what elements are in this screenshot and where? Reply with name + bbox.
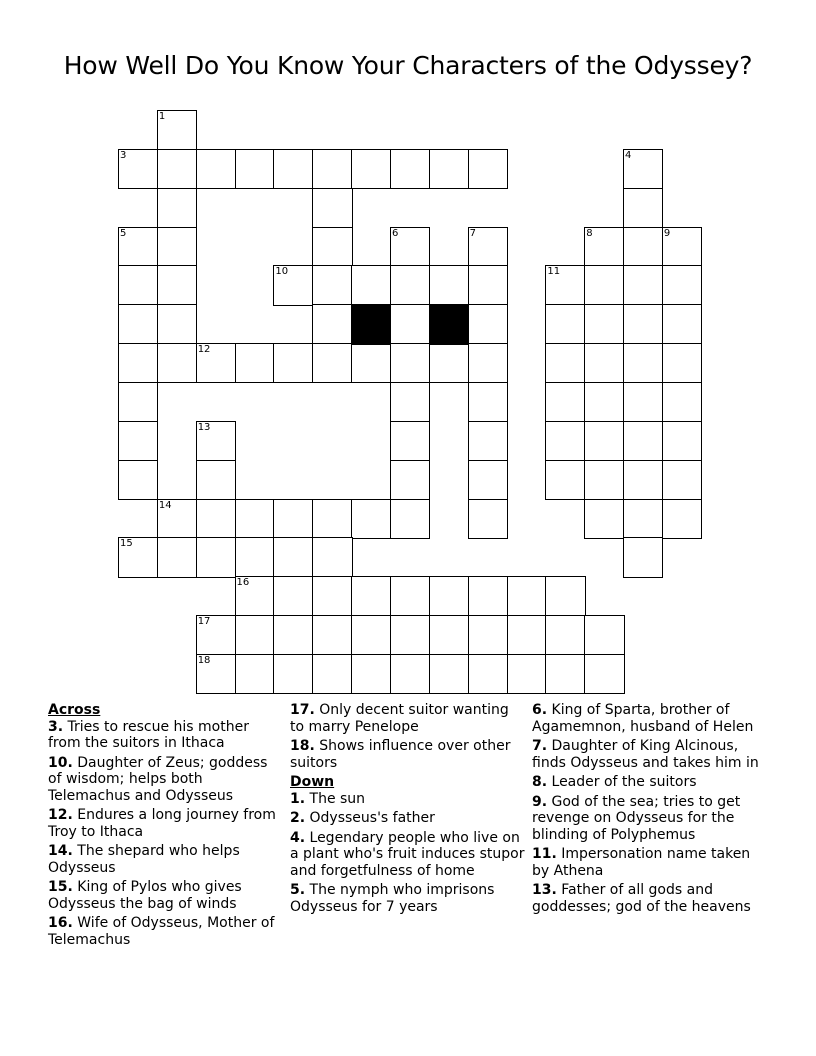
- clue-across-14: 14. The shepard who helps Odysseus: [48, 843, 240, 876]
- grid-cell[interactable]: [235, 537, 275, 577]
- grid-cell[interactable]: [196, 421, 236, 461]
- grid-cell[interactable]: [390, 227, 430, 267]
- grid-cell[interactable]: [584, 615, 624, 655]
- grid-cell[interactable]: [584, 460, 624, 500]
- grid-cell[interactable]: [623, 304, 663, 344]
- clue-down-4: 4. Legendary people who live on a plant who's fruit induces stupor and forgetfulness of home: [290, 829, 525, 879]
- grid-cell[interactable]: [584, 421, 624, 461]
- grid-cell[interactable]: [312, 654, 352, 694]
- clues-column-2: [290, 702, 525, 918]
- grid-cell[interactable]: [468, 654, 508, 694]
- grid-cell[interactable]: [623, 149, 663, 189]
- grid-cell[interactable]: [157, 304, 197, 344]
- clue-number: 14: [158, 499, 172, 511]
- clue-down-7: 7. Daughter of King Alcinous, finds Odysseus and takes him in: [532, 738, 759, 771]
- grid-cell[interactable]: [196, 615, 236, 655]
- grid-cell[interactable]: [351, 654, 391, 694]
- grid-cell[interactable]: [390, 421, 430, 461]
- clue-number: 7: [469, 227, 477, 239]
- grid-cell[interactable]: [584, 654, 624, 694]
- grid-cell[interactable]: [623, 537, 663, 577]
- grid-cell[interactable]: [584, 265, 624, 305]
- grid-cell[interactable]: [545, 421, 585, 461]
- grid-cell[interactable]: [468, 265, 508, 305]
- grid-cell[interactable]: [468, 382, 508, 422]
- grid-cell[interactable]: [623, 499, 663, 539]
- grid-cell[interactable]: [390, 576, 430, 616]
- grid-cell[interactable]: [545, 654, 585, 694]
- grid-cell[interactable]: [351, 615, 391, 655]
- clue-across-12: 12. Endures a long journey from Troy to Ithaca: [48, 807, 276, 840]
- grid-cell[interactable]: [623, 421, 663, 461]
- grid-cell[interactable]: [390, 654, 430, 694]
- grid-cell[interactable]: [468, 499, 508, 539]
- grid-cell[interactable]: [118, 343, 158, 383]
- grid-cell[interactable]: [157, 265, 197, 305]
- clue-down-8: 8. Leader of the suitors: [532, 774, 697, 790]
- grid-cell[interactable]: [623, 265, 663, 305]
- grid-cell[interactable]: [351, 149, 391, 189]
- grid-cell[interactable]: [545, 265, 585, 305]
- grid-cell[interactable]: [157, 149, 197, 189]
- clue-number: 10: [275, 266, 289, 278]
- grid-cell[interactable]: [468, 149, 508, 189]
- grid-cell[interactable]: [312, 576, 352, 616]
- grid-cell[interactable]: [312, 188, 352, 228]
- grid-cell[interactable]: [312, 499, 352, 539]
- clue-number: 4: [625, 149, 632, 161]
- grid-cell[interactable]: [507, 576, 547, 616]
- grid-cell[interactable]: [662, 343, 702, 383]
- clue-down-5: 5. The nymph who imprisons Odysseus for 7 years: [290, 882, 495, 915]
- grid-cell[interactable]: [390, 149, 430, 189]
- grid-cell[interactable]: [468, 615, 508, 655]
- clue-across-17: 17. Only decent suitor wanting to marry Penelope: [290, 702, 509, 735]
- grid-cell[interactable]: [235, 149, 275, 189]
- clue-down-11: 11. Impersonation name taken by Athena: [532, 846, 751, 879]
- grid-cell[interactable]: [118, 537, 158, 577]
- grid-cell[interactable]: [312, 537, 352, 577]
- grid-cell[interactable]: [507, 615, 547, 655]
- grid-cell[interactable]: [468, 343, 508, 383]
- grid-cell[interactable]: [429, 615, 469, 655]
- grid-cell[interactable]: [429, 265, 469, 305]
- grid-cell[interactable]: [312, 227, 352, 267]
- clue-number: 5: [120, 227, 127, 239]
- black-square: [429, 304, 469, 344]
- clue-number: 18: [197, 654, 211, 666]
- clue-across-18: 18. Shows influence over other suitors: [290, 738, 511, 771]
- clue-down-13: 13. Father of all gods and goddesses; god of the heavens: [532, 882, 751, 915]
- grid-cell[interactable]: [390, 615, 430, 655]
- clues-column-1: [48, 702, 283, 951]
- grid-cell[interactable]: [390, 343, 430, 383]
- grid-cell[interactable]: [468, 460, 508, 500]
- grid-cell[interactable]: [545, 460, 585, 500]
- clue-number: 11: [547, 266, 561, 278]
- grid-cell[interactable]: [507, 654, 547, 694]
- grid-cell[interactable]: [235, 499, 275, 539]
- grid-cell[interactable]: [118, 382, 158, 422]
- grid-cell[interactable]: [623, 188, 663, 228]
- clue-across-16: 16. Wife of Odysseus, Mother of Telemachus: [48, 915, 275, 948]
- grid-cell[interactable]: [196, 149, 236, 189]
- grid-cell[interactable]: [429, 343, 469, 383]
- grid-cell[interactable]: [312, 304, 352, 344]
- grid-cell[interactable]: [390, 265, 430, 305]
- grid-cell[interactable]: [273, 576, 313, 616]
- grid-cell[interactable]: [662, 227, 702, 267]
- grid-cell[interactable]: [312, 149, 352, 189]
- grid-cell[interactable]: [545, 343, 585, 383]
- grid-cell[interactable]: [118, 227, 158, 267]
- grid-cell[interactable]: [584, 304, 624, 344]
- grid-cell[interactable]: [662, 499, 702, 539]
- grid-cell[interactable]: [273, 537, 313, 577]
- grid-cell[interactable]: [157, 499, 197, 539]
- grid-cell[interactable]: [118, 460, 158, 500]
- grid-cell[interactable]: [545, 576, 585, 616]
- grid-cell[interactable]: [351, 576, 391, 616]
- grid-cell[interactable]: [584, 382, 624, 422]
- grid-cell[interactable]: [196, 343, 236, 383]
- clue-number: 13: [197, 421, 211, 433]
- grid-cell[interactable]: [312, 265, 352, 305]
- grid-cell[interactable]: [468, 576, 508, 616]
- grid-cell[interactable]: [545, 382, 585, 422]
- clue-number: 1: [158, 111, 166, 122]
- clue-down-6: 6. King of Sparta, brother of Agamemnon, husband of Helen: [532, 702, 754, 735]
- grid-cell[interactable]: [468, 227, 508, 267]
- grid-cell[interactable]: [662, 304, 702, 344]
- black-square: [351, 304, 391, 344]
- clue-number: 6: [391, 227, 399, 239]
- clue-down-1: 1. The sun: [290, 790, 366, 807]
- grid-cell[interactable]: [351, 265, 391, 305]
- grid-cell[interactable]: [390, 304, 430, 344]
- clues-column-3: [532, 702, 767, 918]
- clue-across-10: 10. Daughter of Zeus; goddess of wisdom; helps both Telemachus and Odysseus: [48, 754, 268, 804]
- grid-cell[interactable]: [273, 615, 313, 655]
- grid-cell[interactable]: [468, 421, 508, 461]
- grid-cell[interactable]: [545, 615, 585, 655]
- grid-cell[interactable]: [118, 421, 158, 461]
- grid-cell[interactable]: [157, 110, 197, 150]
- grid-cell[interactable]: [157, 537, 197, 577]
- clue-across-3: 3. Tries to rescue his mother from the suitors in Ithaca: [48, 718, 249, 751]
- grid-cell[interactable]: [196, 537, 236, 577]
- grid-cell[interactable]: [429, 654, 469, 694]
- grid-cell[interactable]: [235, 615, 275, 655]
- grid-cell[interactable]: [196, 499, 236, 539]
- grid-cell[interactable]: [429, 576, 469, 616]
- grid-cell[interactable]: [390, 460, 430, 500]
- grid-cell[interactable]: [545, 304, 585, 344]
- grid-cell[interactable]: [351, 343, 391, 383]
- grid-cell[interactable]: [273, 499, 313, 539]
- grid-cell[interactable]: [157, 188, 197, 228]
- grid-cell[interactable]: [623, 343, 663, 383]
- grid-cell[interactable]: [273, 149, 313, 189]
- grid-cell[interactable]: [273, 343, 313, 383]
- grid-cell[interactable]: [351, 499, 391, 539]
- grid-cell[interactable]: [390, 499, 430, 539]
- grid-cell[interactable]: [584, 343, 624, 383]
- grid-cell[interactable]: [623, 227, 663, 267]
- grid-cell[interactable]: [196, 460, 236, 500]
- grid-cell[interactable]: [118, 149, 158, 189]
- clue-down-9: 9. God of the sea; tries to get revenge on Odysseus for the blinding of Polyphemus: [532, 793, 741, 843]
- grid-cell[interactable]: [273, 265, 313, 305]
- grid-cell[interactable]: [623, 460, 663, 500]
- grid-cell[interactable]: [468, 304, 508, 344]
- grid-cell[interactable]: [390, 382, 430, 422]
- grid-cell[interactable]: [312, 343, 352, 383]
- grid-cell[interactable]: [273, 654, 313, 694]
- clue-down-2: 2. Odysseus's father: [290, 810, 435, 826]
- down-header: Down: [290, 774, 335, 790]
- grid-cell[interactable]: [662, 421, 702, 461]
- grid-cell[interactable]: [429, 149, 469, 189]
- grid-cell[interactable]: [118, 265, 158, 305]
- grid-cell[interactable]: [235, 343, 275, 383]
- grid-cell[interactable]: [662, 382, 702, 422]
- clue-number: 17: [197, 616, 211, 628]
- clue-number: 8: [586, 227, 593, 239]
- grid-cell[interactable]: [584, 227, 624, 267]
- clue-number: 12: [197, 344, 211, 356]
- grid-cell[interactable]: [623, 382, 663, 422]
- clue-number: 9: [663, 227, 671, 239]
- grid-cell[interactable]: [312, 615, 352, 655]
- grid-cell[interactable]: [157, 227, 197, 267]
- page-title: How Well Do You Know Your Characters of the Odyssey?: [63, 51, 753, 80]
- grid-cell[interactable]: [235, 654, 275, 694]
- clue-number: 3: [120, 149, 127, 161]
- across-header: Across: [48, 702, 101, 718]
- grid-cell[interactable]: [662, 265, 702, 305]
- grid-cell[interactable]: [235, 576, 275, 616]
- grid-cell[interactable]: [662, 460, 702, 500]
- grid-cell[interactable]: [118, 304, 158, 344]
- grid-cell[interactable]: [584, 499, 624, 539]
- grid-cell[interactable]: [157, 343, 197, 383]
- grid-cell[interactable]: [196, 654, 236, 694]
- clue-number: 16: [236, 577, 250, 589]
- clue-number: 15: [120, 538, 133, 550]
- clue-across-15: 15. King of Pylos who gives Odysseus the bag of winds: [48, 879, 242, 912]
